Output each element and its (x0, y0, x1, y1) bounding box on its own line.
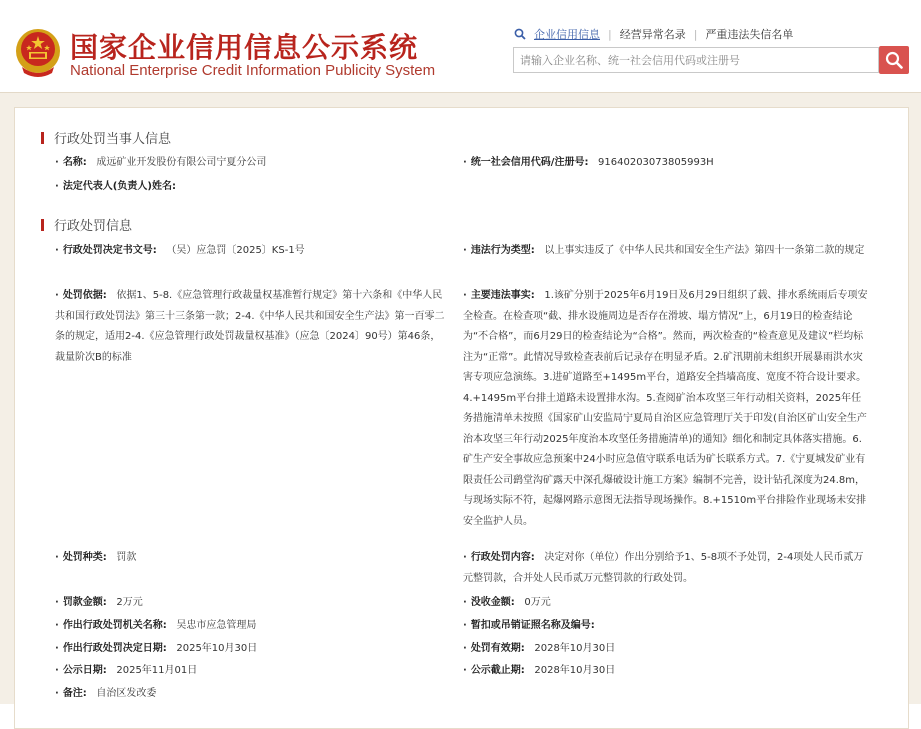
field-legal-rep: · 法定代表人(负责人)姓名: (55, 181, 176, 192)
label-fine: 罚款金额: (62, 597, 107, 608)
national-emblem-icon (14, 27, 62, 79)
field-main-facts: · 主要违法事实: 1.该矿分别于2025年6月19日及6月29日组织了载、排水系统雨后专项安全检查。在检查项“截、排水设施周边是否存在滑坡、塌方情况”上，6月19日的检查结论为“不合格”，而6月29日的检查结论为“合格”。然而，两次检查的“检查意见及建议”栏均标注为“正常”。此情况导致检查表前后记录存在明显矛盾。2.矿汛期前未组织开展暴雨洪水灾害专项应急演练。3.进矿道路至+1495m平台，道路安全挡墙高度、宽度不符合设计要求。4.+1495m平台排土道路未设置排水沟。5.查阅矿治本攻坚三年行动相关资料，2025年任务措施清单未按照《国家矿山安监局宁夏局自治区应急管理厅关于印发(自治区矿山安全生产治本攻坚三年行动2025年度治本攻坚任务措施清单)的通知》细化和制定具体落实措施。6.矿生产安全事故应急预案中24小时应急值守联系电话为矿长联系方式。7.《宁夏城发矿业有限责任公司鹞堂沟矿露天中深孔爆破设计施工方案》编制不完善，设计钻孔深度为24.8m，与现场实际不符，起爆网路示意图无法指导现场操作。8.+1510m平台排险作业现场未安排安全监护人员。 (463, 290, 868, 527)
search-icon (514, 28, 526, 40)
nav-divider: | (693, 28, 698, 41)
top-nav (514, 26, 799, 42)
label-decision-date: 作出行政处罚决定日期: (62, 643, 167, 654)
label-validity: 处罚有效期: (470, 643, 525, 654)
field-credit-code: · 统一社会信用代码/注册号: 91640203073805993H (463, 157, 714, 168)
field-validity: · 处罚有效期: 2028年10月30日 (463, 643, 616, 654)
field-confiscation: · 没收金额: 0万元 (463, 597, 551, 608)
label-remark: 备注: (62, 688, 87, 699)
field-basis: · 处罚依据: 依据1、5-8.《应急管理行政裁量权基准暂行规定》第十六条和《中华人民共和国行政处罚法》第三十三条第一款；2-4.《中华人民共和国安全生产法》第一百零二条的规定，适用2-4.《应急管理行政处罚裁量权基准》（应急〔2024〕90号）第46条，裁量阶次B的标准 (55, 290, 445, 363)
site-subtitle: National Enterprise Credit Information Publicity System (70, 62, 436, 79)
field-suspend: · 暂扣或吊销证照名称及编号: (463, 620, 595, 631)
value-content: 决定对你（单位）作出分别给予1、5-8项不予处罚，2-4项处人民币贰万元整罚款，合并处人民币贰万元整罚款的行政处罚。 (463, 552, 864, 584)
value-main-facts: 1.该矿分别于2025年6月19日及6月29日组织了载、排水系统雨后专项安全检查。在检查项“截、排水设施周边是否存在滑坡、塌方情况”上，6月19日的检查结论为“不合格”，而6月29日的检查结论为“合格”。然而，两次检查的“检查意见及建议”栏均标注为“正常”。此情况导致检查表前后记录存在明显矛盾。2.矿汛期前未组织开展暴雨洪水灾害专项应急演练。3.进矿道路至+1495m平台，道路安全挡墙高度、宽度不符合设计要求。4.+1495m平台排土道路未设置排水沟。5.查阅矿治本攻坚三年行动相关资料，2025年任务措施清单未按照《国家矿山安监局宁夏局自治区应急管理厅关于印发(自治区矿山安全生产治本攻坚三年行动2025年度治本攻坚任务措施清单)的通知》细化和制定具体落实措施。6.矿生产安全事故应急预案中24小时应急值守联系电话为矿长联系方式。7.《宁夏城发矿业有限责任公司鹞堂沟矿露天中深孔爆破设计施工方案》编制不完善，设计钻孔深度为24.8m，与现场实际不符，起爆网路示意图无法指导现场操作。8.+1510m平台排险作业现场未安排安全监护人员。 (463, 290, 868, 527)
search-input[interactable] (514, 48, 882, 72)
label-credit-code: 统一社会信用代码/注册号: (470, 157, 589, 168)
label-suspend: 暂扣或吊销证照名称及编号: (470, 620, 595, 631)
label-publish-end: 公示截止期: (470, 665, 525, 676)
field-violation-type: · 违法行为类型: 以上事实违反了《中华人民共和国安全生产法》第四十一条第二款的规定 (463, 245, 865, 256)
site-header (0, 0, 921, 92)
detail-panel (14, 107, 909, 729)
value-validity: 2028年10月30日 (534, 643, 616, 654)
field-publish-end: · 公示截止期: 2028年10月30日 (463, 665, 616, 676)
section-title-penalty: 行政处罚信息 (41, 215, 132, 234)
field-name: · 名称: 成远矿业开发股份有限公司宁夏分公司 (55, 157, 267, 168)
label-violation-type: 违法行为类型: (470, 245, 535, 256)
label-confiscation: 没收金额: (470, 597, 515, 608)
value-kind: 罚款 (116, 552, 137, 563)
label-kind: 处罚种类: (62, 552, 107, 563)
value-violation-type: 以上事实违反了《中华人民共和国安全生产法》第四十一条第二款的规定 (544, 245, 865, 256)
value-authority: 吴忠市应急管理局 (176, 620, 257, 631)
label-legal-rep: 法定代表人(负责人)姓名: (62, 181, 176, 192)
value-credit-code: 91640203073805993H (598, 157, 714, 168)
field-fine: · 罚款金额: 2万元 (55, 597, 143, 608)
tab-abnormal-operations[interactable]: 经营异常名录 (619, 28, 686, 41)
value-name: 成远矿业开发股份有限公司宁夏分公司 (96, 157, 267, 168)
label-publish-date: 公示日期: (62, 665, 107, 676)
tab-serious-violations[interactable]: 严重违法失信名单 (705, 28, 794, 41)
value-decision-no: （吴）应急罚〔2025〕KS-1号 (166, 245, 305, 256)
label-content: 行政处罚内容: (470, 552, 535, 563)
search-box (513, 47, 879, 73)
field-remark: · 备注: 自治区发改委 (55, 688, 157, 699)
field-authority: · 作出行政处罚机关名称: 吴忠市应急管理局 (55, 620, 257, 631)
search-icon (885, 51, 903, 69)
tab-enterprise-credit[interactable]: 企业信用信息 (534, 28, 600, 41)
value-confiscation: 0万元 (524, 597, 551, 608)
value-publish-date: 2025年11月01日 (116, 665, 198, 676)
content-area (0, 92, 921, 704)
field-kind: · 处罚种类: 罚款 (55, 552, 137, 563)
field-decision-no: · 行政处罚决定书文号: （吴）应急罚〔2025〕KS-1号 (55, 245, 305, 256)
search-button[interactable] (879, 46, 909, 74)
value-decision-date: 2025年10月30日 (176, 643, 258, 654)
label-main-facts: 主要违法事实: (470, 290, 535, 301)
field-publish-date: · 公示日期: 2025年11月01日 (55, 665, 198, 676)
label-decision-no: 行政处罚决定书文号: (62, 245, 157, 256)
site-title: 国家企业信用信息公示系统 (70, 31, 419, 64)
section-marker (41, 219, 44, 231)
section-marker (41, 132, 44, 144)
value-remark: 自治区发改委 (96, 688, 157, 699)
value-fine: 2万元 (116, 597, 143, 608)
nav-divider: | (608, 28, 612, 41)
field-decision-date: · 作出行政处罚决定日期: 2025年10月30日 (55, 643, 258, 654)
label-authority: 作出行政处罚机关名称: (62, 620, 167, 631)
label-basis: 处罚依据: (62, 290, 107, 301)
value-publish-end: 2028年10月30日 (534, 665, 616, 676)
value-basis: 依据1、5-8.《应急管理行政裁量权基准暂行规定》第十六条和《中华人民共和国行政处罚法》第三十三条第一款；2-4.《中华人民共和国安全生产法》第一百零二条的规定，适用2-4.《应急管理行政处罚裁量权基准》（应急〔2024〕90号）第46条，裁量阶次B的标准 (55, 290, 445, 363)
section-title-party: 行政处罚当事人信息 (41, 128, 171, 147)
label-name: 名称: (62, 157, 87, 168)
field-content: · 行政处罚内容: 决定对你（单位）作出分别给予1、5-8项不予处罚，2-4项处人民币贰万元整罚款，合并处人民币贰万元整罚款的行政处罚。 (463, 552, 864, 584)
